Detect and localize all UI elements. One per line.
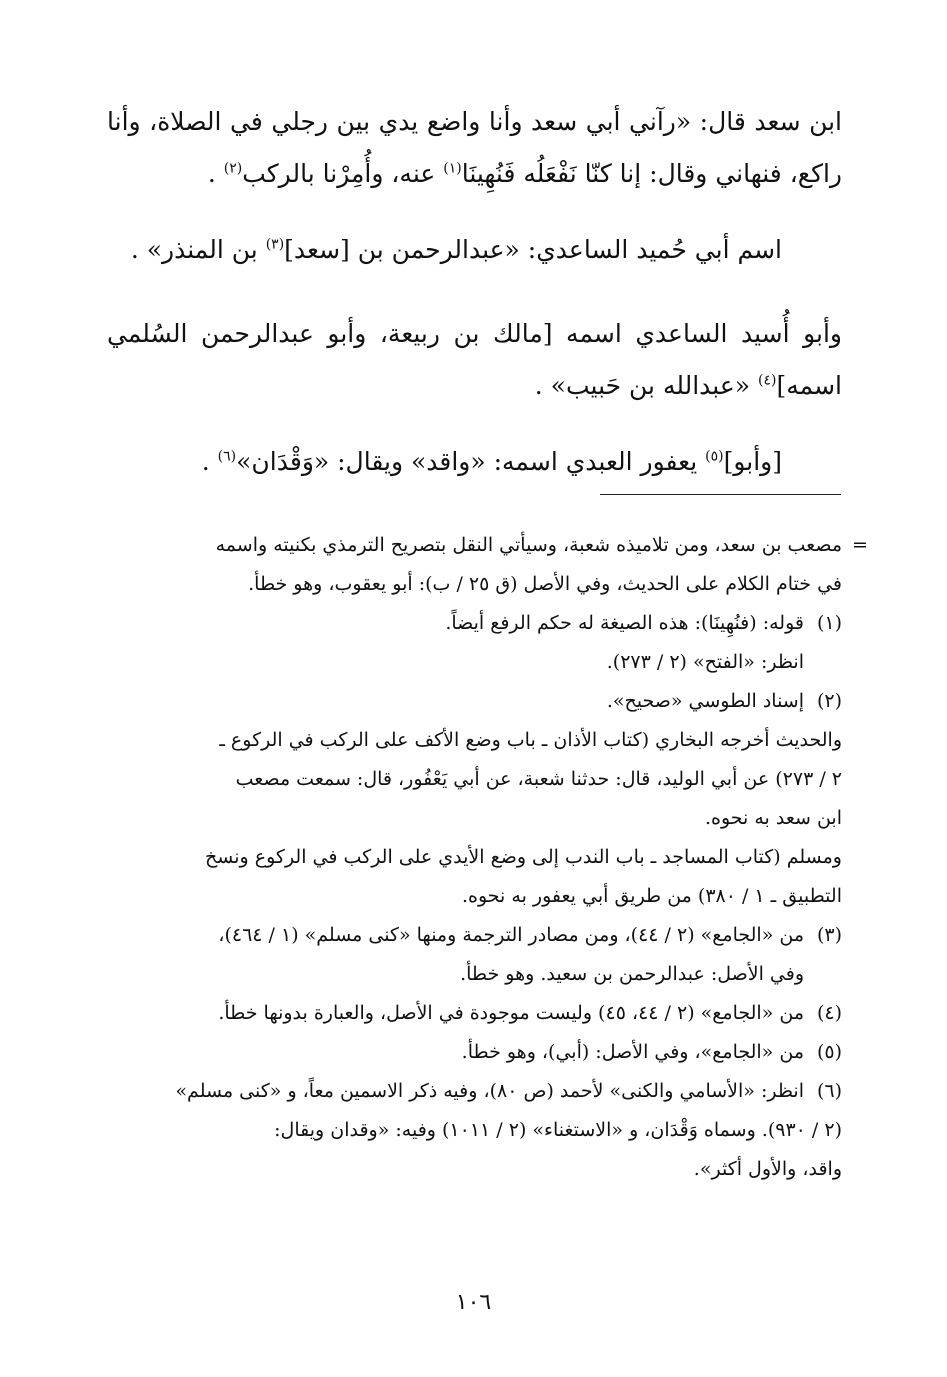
paragraph-1	[107, 96, 842, 200]
paragraph-4-text: [وأبو]	[723, 447, 782, 476]
footnote-line: ابن سعد به نحوه.	[704, 807, 842, 829]
paragraph-3-text: وأبو أُسيد الساعدي اسمه [مالك بن ربيعة، وأبو عبدالرحمن السُلمي اسمه]	[107, 319, 842, 400]
footnote-line: إسناد الطوسي «صحيح».	[606, 690, 804, 712]
paragraph-2-text-cont: بن المنذر» .	[130, 235, 266, 264]
footnote-number: (٣)	[816, 924, 842, 946]
footnote-line: التطبيق ـ ١ / ٣٨٠) من طريق أبي يعفور به نحوه.	[461, 885, 842, 907]
footnote-1	[107, 604, 842, 643]
footnote-6	[107, 1072, 842, 1111]
footnote-line: قوله: (فنُهِينَا): هذه الصيغة له حكم الرفع أيضاً.	[445, 612, 804, 634]
paragraph-3-text-cont: «عبدالله بن حَبيب» .	[534, 371, 759, 400]
footnote-line: ومسلم (كتاب المساجد ـ باب الندب إلى وضع الأيدي على الركب في الركوع ونسخ	[205, 846, 842, 868]
paragraph-1-text-cont: عنه، وأُمِرْنا بالركب	[242, 159, 444, 188]
footnote-number: (٢)	[816, 690, 842, 712]
footnote-number: (٤)	[816, 1002, 842, 1024]
footnote-ref-6[interactable]: (٦)	[217, 448, 237, 465]
footnote-ref-1[interactable]: (١)	[443, 160, 462, 177]
footnote-line: والحديث أخرجه البخاري (كتاب الأذان ـ باب وضع الأكف على الركب في الركوع ـ	[219, 729, 842, 751]
footnote-number: (١)	[816, 612, 842, 634]
paragraph-1-text: ابن سعد قال: «رآني أبي سعد وأنا واضع يدي بين رجلي في الصلاة، وأنا راكع، فنهاني وقال: إنا كنّا نَفْعَلُه فَنُهِينَا	[107, 107, 842, 188]
paragraph-4-end: .	[201, 447, 218, 476]
footnote-line: انظر: «الأسامي والكنى» لأحمد (ص ٨٠)، وفيه ذكر الاسمين معاً، و «كنى مسلم»	[175, 1080, 804, 1102]
footnote-4	[107, 994, 842, 1033]
paragraph-1-end: .	[207, 159, 224, 188]
footnote-line: ٢ / ٢٧٣) عن أبي الوليد، قال: حدثنا شعبة، عن أبي يَعْفُور، قال: سمعت مصعب	[235, 768, 842, 790]
footnote-line: من «الجامع» (٢ / ٤٤)، ومن مصادر الترجمة ومنها «كنى مسلم» (١ / ٤٦٤)،	[218, 924, 804, 946]
footnote-line: في ختام الكلام على الحديث، وفي الأصل (ق ٢٥ / ب): أبو يعقوب، وهو خطأ.	[248, 573, 842, 595]
footnote-line: (٢ / ٩٣٠). وسماه وَقْدَان، و «الاستغناء» (٢ / ١٠١١) وفيه: «وقدان ويقال:	[274, 1119, 842, 1141]
continuation-mark: =	[852, 534, 868, 556]
footnote-continued	[107, 526, 868, 604]
footnote-number: (٦)	[816, 1080, 842, 1102]
footnote-5	[107, 1033, 842, 1072]
footnote-separator	[600, 494, 841, 495]
footnote-line: مصعب بن سعد، ومن تلاميذه شعبة، وسيأتي النقل بتصريح الترمذي بكنيته واسمه	[215, 534, 842, 556]
footnote-ref-4[interactable]: (٤)	[758, 372, 777, 389]
footnote-line: من «الجامع» (٢ / ٤٤، ٤٥) وليست موجودة في الأصل، والعبارة بدونها خطأ.	[218, 1002, 804, 1024]
paragraph-3	[107, 308, 842, 412]
footnote-ref-3[interactable]: (٣)	[265, 236, 285, 253]
footnote-line: وفي الأصل: عبدالرحمن بن سعيد. وهو خطأ.	[460, 963, 804, 985]
footnote-line: واقد، والأول أكثر».	[693, 1158, 842, 1180]
footnote-ref-2[interactable]: (٢)	[223, 160, 243, 177]
footnote-2	[107, 682, 842, 721]
paragraph-2	[107, 224, 842, 276]
footnote-ref-5[interactable]: (٥)	[705, 448, 724, 465]
footnote-line: من «الجامع»، وفي الأصل: (أبي)، وهو خطأ.	[461, 1041, 804, 1063]
paragraph-4-text-cont: يعفور العبدي اسمه: «واقد» ويقال: «وَقْدَان»	[236, 447, 706, 476]
footnote-number: (٥)	[816, 1041, 842, 1063]
page-number: ١٠٦	[455, 1290, 492, 1315]
paragraph-4	[107, 436, 842, 488]
footnote-3	[107, 916, 842, 955]
footnote-line: انظر: «الفتح» (٢ / ٢٧٣).	[606, 651, 804, 673]
footnotes	[107, 526, 868, 1189]
paragraph-2-text: اسم أبي حُميد الساعدي: «عبدالرحمن بن [سعد]	[284, 235, 782, 264]
